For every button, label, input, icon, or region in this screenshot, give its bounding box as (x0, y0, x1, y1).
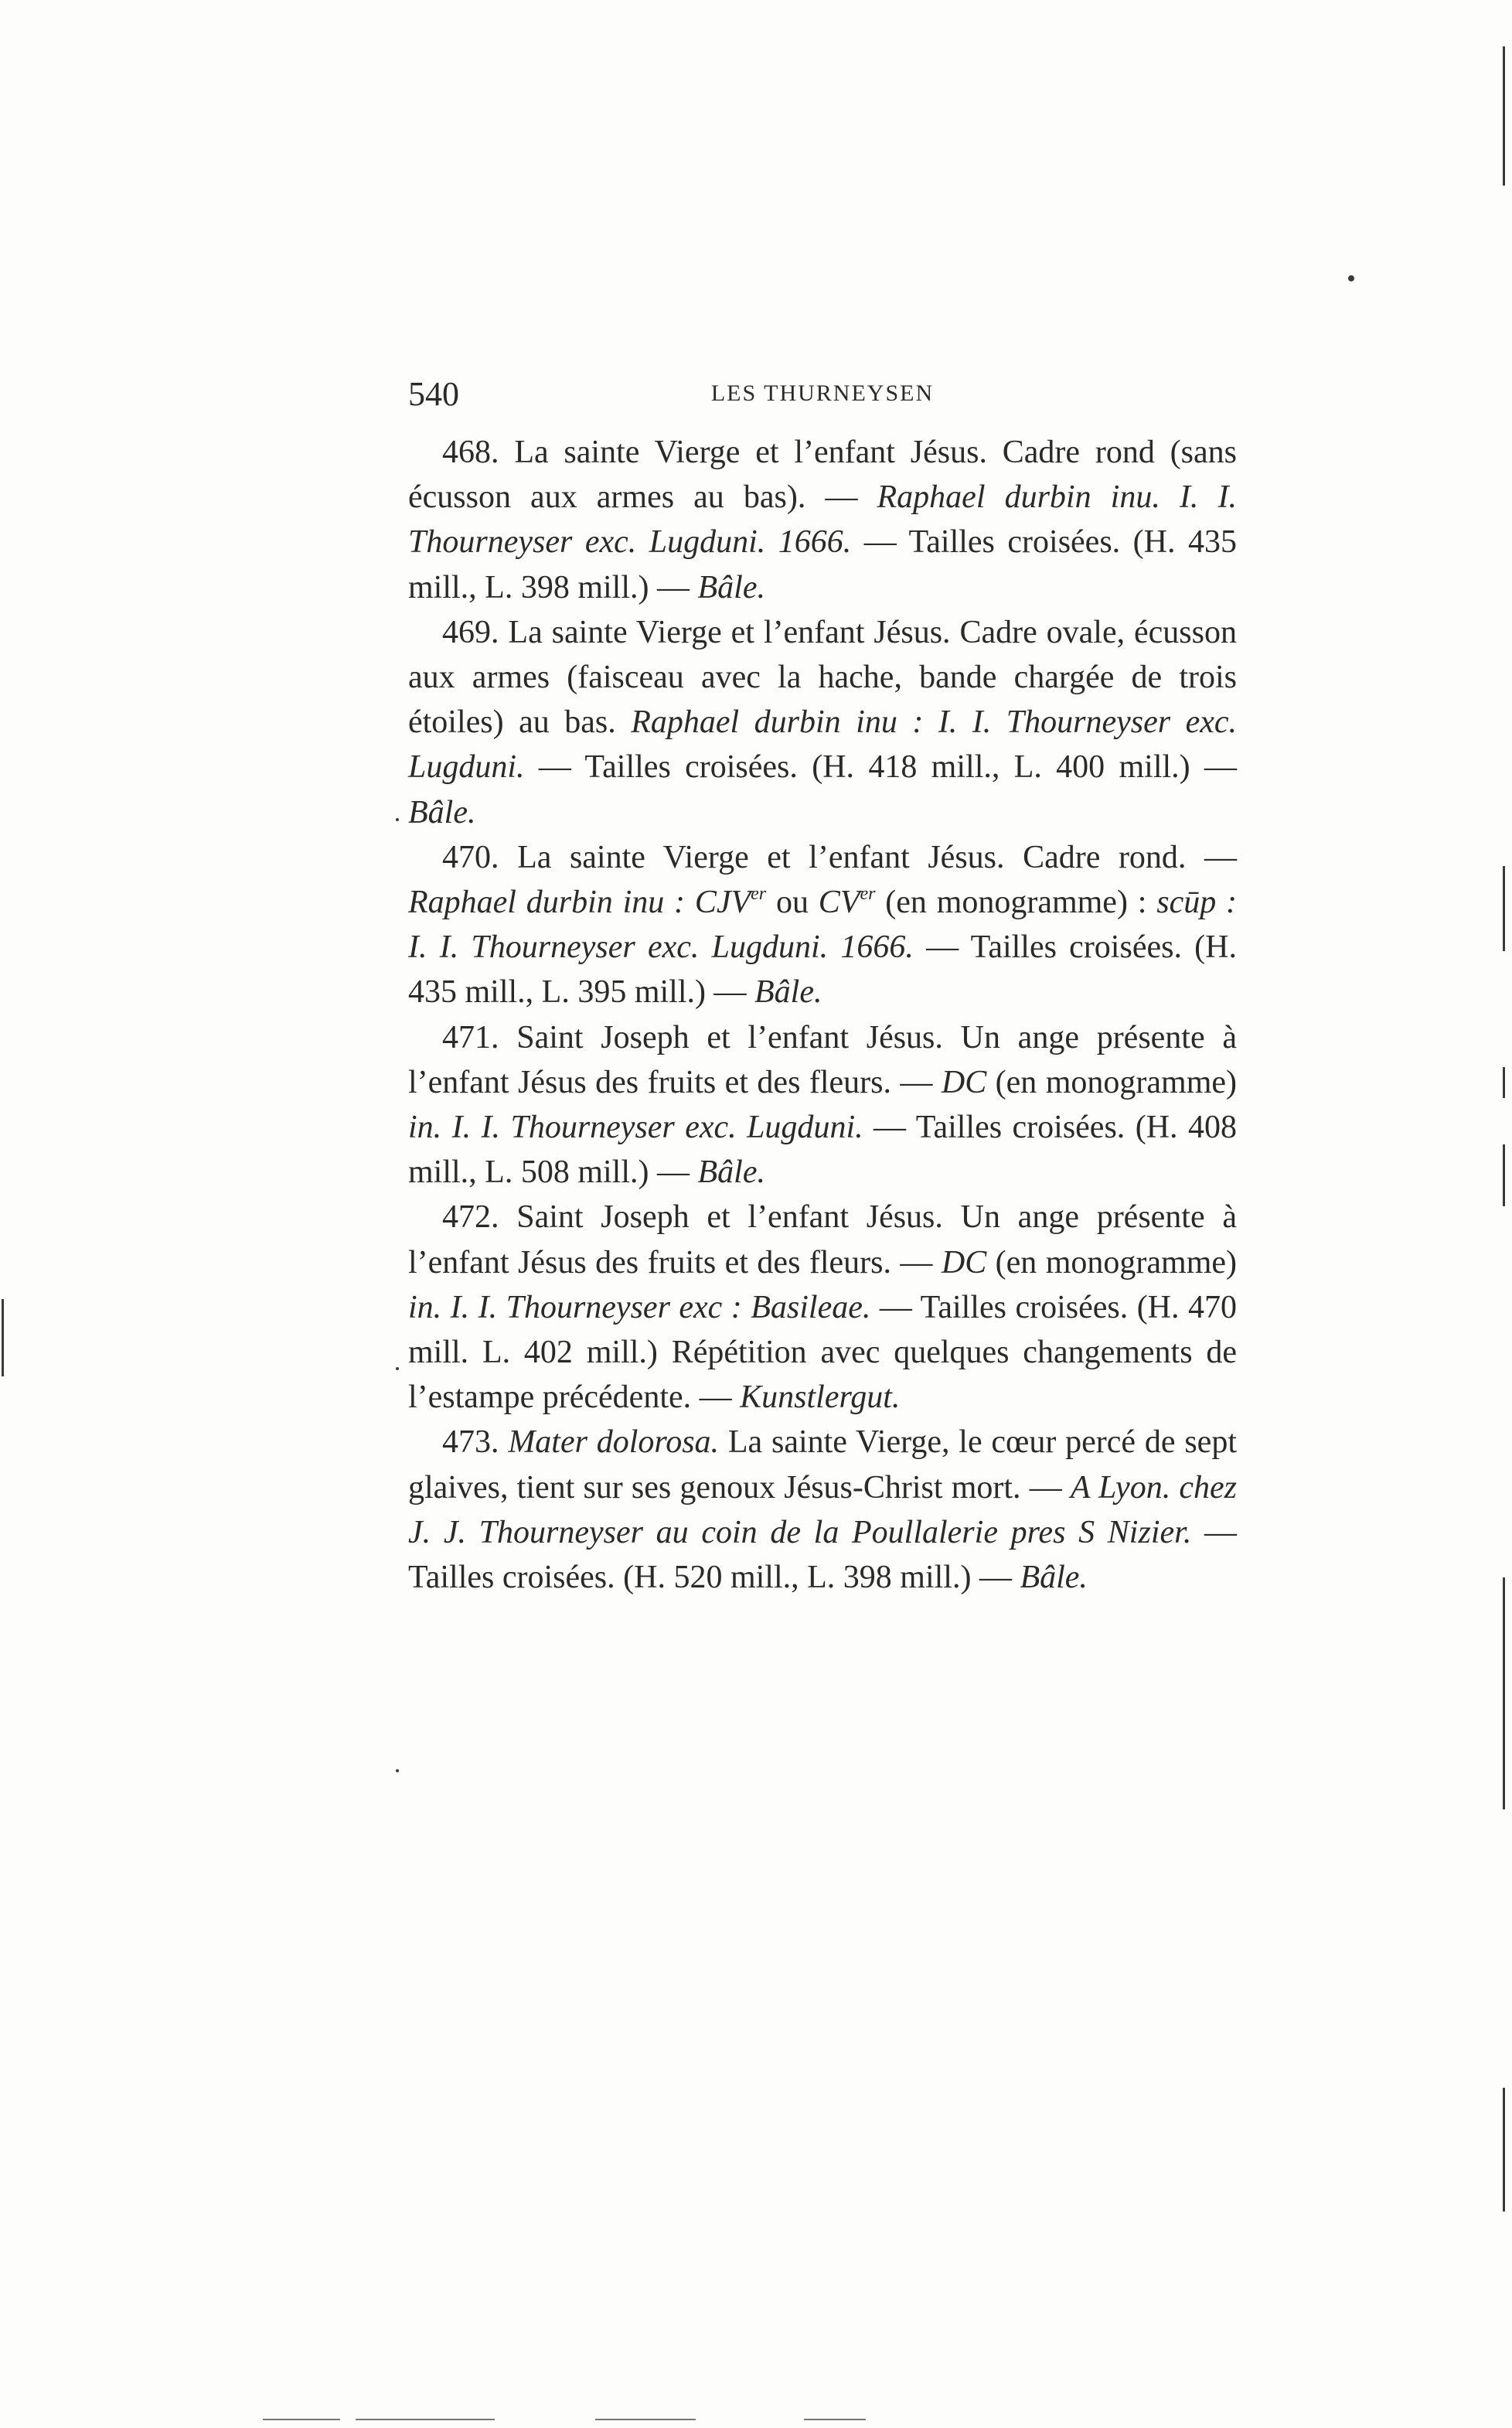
catalogue-entry (408, 1420, 1237, 1600)
italic-citation: Bâle. (754, 974, 822, 1011)
italic-citation: Raphael durbin inu : CJV (408, 885, 751, 921)
scan-dot (396, 1769, 399, 1772)
catalogue-entries (408, 430, 1237, 1600)
running-head: LES THURNEYSEN (710, 380, 935, 406)
entry-text: — Tailles croisées. (H. 520 mill., L. 398 mill.) — (408, 1514, 1238, 1596)
italic-citation: Bâle. (408, 794, 476, 830)
entry-text: 468. La sainte Vierge et l’enfant Jésus. Cadre rond (sans écusson aux armes au bas). — (408, 435, 1237, 516)
italic-citation: Raphael durbin inu : I. I. Thourneyser exc. Lugduni. (408, 704, 1237, 786)
entry-text: — Tailles croisées. (H. 435 mill., L. 398 mill.) — (408, 524, 1237, 605)
scan-edge-mark (2, 1299, 4, 1376)
page-header (408, 374, 1237, 413)
entry-text: (en monogramme) : (875, 885, 1157, 921)
italic-citation: Mater dolorosa. (508, 1424, 720, 1461)
entry-text: 471. Saint Joseph et l’enfant Jésus. Un ange présente à l’enfant Jésus des fruits et des fleurs. — (408, 1019, 1237, 1100)
scan-dot (1348, 275, 1354, 281)
footer-rule (356, 2419, 495, 2420)
entry-text: 470. La sainte Vierge et l’enfant Jésus. Cadre rond. — (442, 839, 1237, 875)
footer-rule (263, 2419, 340, 2420)
scan-dot (396, 1367, 399, 1370)
italic-citation: in. I. I. Thourneyser exc. Lugduni. (408, 1110, 863, 1146)
italic-citation: CV (818, 885, 860, 921)
italic-citation: in. I. I. Thourneyser exc : Basileae. (408, 1289, 871, 1325)
italic-citation: scūp : I. I. Thourneyser exc. Lugduni. 1666. (408, 885, 1237, 966)
footer-rule (804, 2419, 866, 2420)
italic-citation: Bâle. (697, 569, 765, 605)
catalogue-entry (408, 1015, 1237, 1195)
scan-edge-mark (1503, 1067, 1505, 1098)
italic-citation: Raphael durbin inu. I. I. Thourneyser exc. Lugduni. 1666. (408, 479, 1237, 561)
entry-text: 473. (442, 1424, 509, 1461)
page-number: 540 (408, 375, 459, 413)
italic-citation: A Lyon. chez J. J. Thourneyser au coin de la Poullalerie pres S Nizier. (408, 1469, 1237, 1550)
italic-citation: er (751, 884, 767, 905)
catalogue-entry (408, 430, 1237, 610)
scan-edge-mark (1503, 1577, 1505, 1809)
catalogue-entry (408, 1195, 1237, 1420)
scan-edge-mark (1503, 2088, 1505, 2211)
italic-citation: Bâle. (697, 1154, 765, 1191)
entry-text: — Tailles croisées. (H. 435 mill., L. 395 mill.) — (408, 929, 1237, 1011)
scan-edge-mark (1503, 46, 1505, 186)
entry-text: ou (766, 885, 819, 921)
scan-dot (396, 818, 399, 821)
italic-citation: DC (941, 1244, 987, 1280)
entry-text: (en monogramme) (986, 1244, 1238, 1280)
catalogue-entry (408, 835, 1237, 1015)
entry-text: 472. Saint Joseph et l’enfant Jésus. Un ange présente à l’enfant Jésus des fruits et des fleurs. — (408, 1199, 1237, 1280)
entry-text: (en monogramme) (986, 1064, 1238, 1100)
entry-text: La sainte Vierge, le cœur percé de sept glaives, tient sur ses genoux Jésus-Christ mort. — (408, 1424, 1237, 1506)
entry-text: 469. La sainte Vierge et l’enfant Jésus. Cadre ovale, écusson aux armes (faisceau avec la hache, bande chargée de trois étoiles) au bas. (408, 614, 1237, 741)
scan-edge-mark (1503, 866, 1505, 951)
entry-text: — Tailles croisées. (H. 470 mill. L. 402 mill.) Répétition avec quelques changements de l’estampe précédente. — (408, 1289, 1237, 1416)
italic-citation: Kunstlergut. (740, 1379, 901, 1416)
italic-citation: Bâle. (1020, 1560, 1088, 1596)
italic-citation: DC (941, 1064, 987, 1100)
scan-edge-mark (1503, 1144, 1505, 1206)
entry-text: — Tailles croisées. (H. 408 mill., L. 508 mill.) — (408, 1110, 1237, 1191)
catalogue-entry (408, 610, 1237, 835)
entry-text: — Tailles croisées. (H. 418 mill., L. 400 mill.) — (524, 749, 1237, 786)
footer-rule (595, 2419, 696, 2420)
italic-citation: er (860, 884, 876, 905)
